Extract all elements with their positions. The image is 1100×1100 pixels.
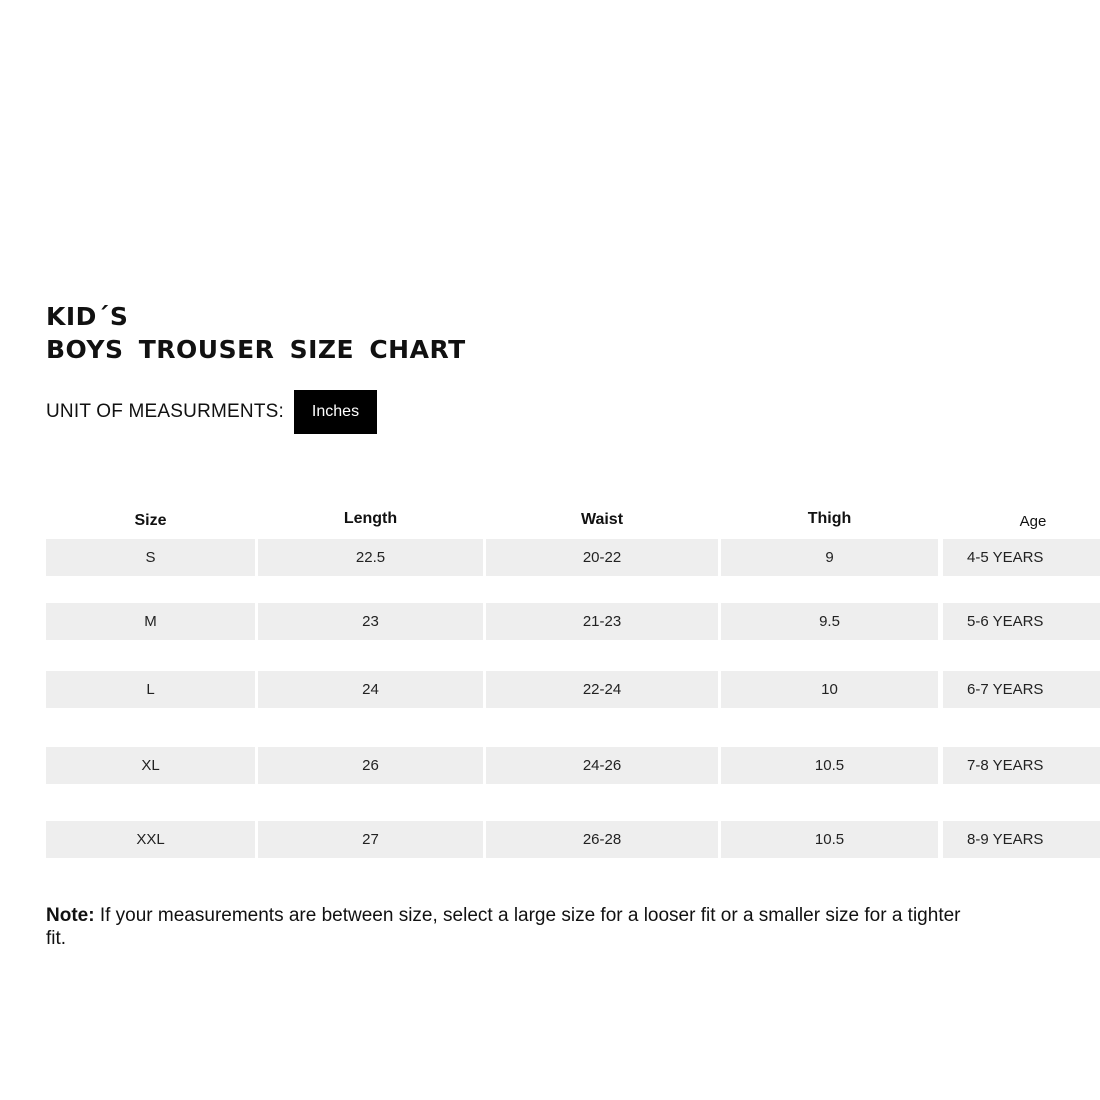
note-text — [46, 904, 966, 950]
table-cell-length: 26 — [258, 747, 483, 784]
column-header-length: Length — [343, 510, 398, 527]
column-header-waist: Waist — [580, 511, 624, 528]
column-header-size: Size — [134, 512, 167, 529]
table-cell-length: 22.5 — [258, 539, 483, 576]
page-title: BOYS TROUSER SIZE CHART — [46, 335, 466, 364]
table-cell-size: L — [46, 671, 255, 708]
table-cell-length: 24 — [258, 671, 483, 708]
table-cell-age: 4-5 YEARS — [943, 539, 1100, 576]
table-cell-length: 27 — [258, 821, 483, 858]
note-body: If your measurements are between size, select a large size for a looser fit or a smaller size for a tighter fit. — [46, 905, 961, 949]
table-cell-length: 23 — [258, 603, 483, 640]
title-kids: KID´S — [46, 302, 129, 331]
unit-label: UNIT OF MEASURMENTS: — [46, 401, 284, 422]
unit-badge: Inches — [294, 390, 377, 434]
table-cell-thigh: 9 — [721, 539, 938, 576]
unit-row — [46, 390, 377, 434]
table-cell-waist: 24-26 — [486, 747, 718, 784]
table-cell-waist: 21-23 — [486, 603, 718, 640]
table-cell-age: 5-6 YEARS — [943, 603, 1100, 640]
note-label: Note: — [46, 905, 95, 926]
table-cell-thigh: 10 — [721, 671, 938, 708]
table-cell-thigh: 10.5 — [721, 747, 938, 784]
table-cell-waist: 20-22 — [486, 539, 718, 576]
column-header-thigh: Thigh — [807, 510, 852, 527]
table-cell-size: S — [46, 539, 255, 576]
column-header-age: Age — [1019, 513, 1047, 530]
table-cell-size: XL — [46, 747, 255, 784]
table-cell-age: 8-9 YEARS — [943, 821, 1100, 858]
table-cell-age: 6-7 YEARS — [943, 671, 1100, 708]
table-cell-size: XXL — [46, 821, 255, 858]
table-cell-thigh: 10.5 — [721, 821, 938, 858]
table-cell-thigh: 9.5 — [721, 603, 938, 640]
table-cell-age: 7-8 YEARS — [943, 747, 1100, 784]
table-cell-waist: 22-24 — [486, 671, 718, 708]
table-cell-waist: 26-28 — [486, 821, 718, 858]
table-cell-size: M — [46, 603, 255, 640]
